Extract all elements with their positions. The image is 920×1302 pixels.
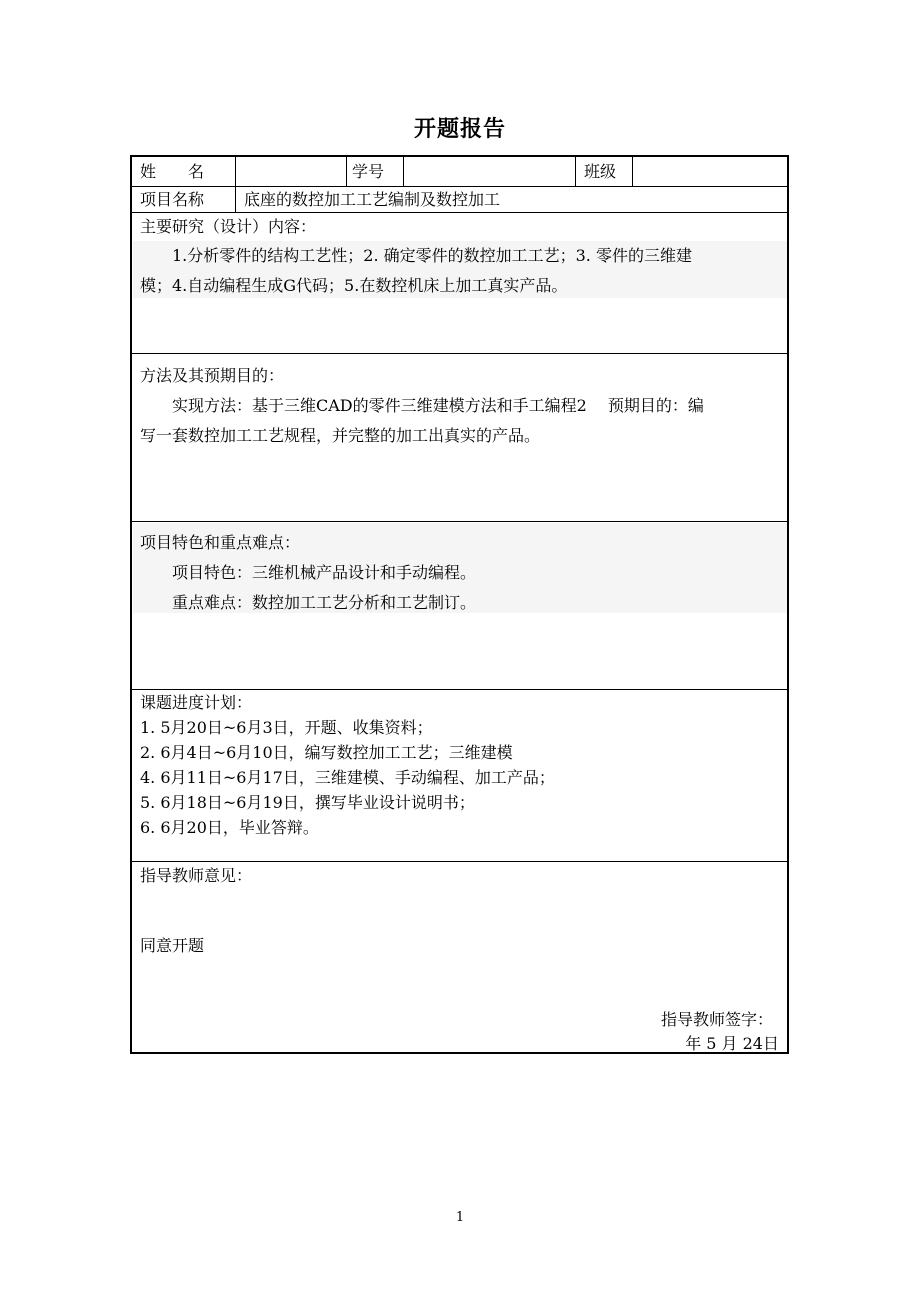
divider bbox=[575, 157, 576, 186]
name-field[interactable] bbox=[242, 157, 342, 186]
research-line: 模；4.自动编程生成G代码；5.在数控机床上加工真实产品。 bbox=[140, 276, 568, 295]
divider bbox=[346, 157, 347, 186]
student-id-field[interactable] bbox=[410, 157, 570, 186]
schedule-item: 1. 5月20日~6月3日，开题、收集资料； bbox=[140, 718, 433, 737]
schedule-item: 6. 6月20日，毕业答辩。 bbox=[140, 818, 319, 837]
project-name-value: 底座的数控加工工艺编制及数控加工 bbox=[244, 190, 501, 209]
advisor-date: 年 5 月 24日 bbox=[685, 1034, 779, 1053]
features-line: 项目特色：三维机械产品设计和手动编程。 bbox=[140, 563, 477, 582]
class-field[interactable] bbox=[638, 157, 783, 186]
research-heading: 主要研究（设计）内容： bbox=[140, 217, 317, 236]
divider bbox=[132, 521, 787, 522]
divider bbox=[235, 157, 236, 186]
class-label: 班级 bbox=[584, 162, 617, 181]
method-line: 实现方法：基于三维CAD的零件三维建模方法和手工编程2 预期目的：编 bbox=[140, 396, 704, 415]
advisor-heading: 指导教师意见： bbox=[140, 866, 253, 885]
page-number: 1 bbox=[455, 1210, 465, 1225]
schedule-item: 5. 6月18日~6月19日，撰写毕业设计说明书； bbox=[140, 793, 475, 812]
schedule-item: 2. 6月4日~6月10日，编写数控加工工艺；三维建模 bbox=[140, 743, 513, 762]
page-title: 开题报告 bbox=[413, 117, 506, 142]
divider bbox=[632, 157, 633, 186]
advisor-signature-label: 指导教师签字： bbox=[660, 1010, 773, 1029]
research-line: 1.分析零件的结构工艺性；2. 确定零件的数控加工工艺；3. 零件的三维建 bbox=[140, 246, 692, 265]
method-heading: 方法及其预期目的： bbox=[140, 366, 285, 385]
schedule-heading: 课题进度计划： bbox=[140, 693, 253, 712]
features-line: 重点难点：数控加工工艺分析和工艺制订。 bbox=[140, 593, 477, 612]
divider bbox=[132, 353, 787, 354]
method-line: 写一套数控加工工艺规程，并完整的加工出真实的产品。 bbox=[140, 426, 541, 445]
project-name-label: 项目名称 bbox=[140, 190, 205, 209]
divider bbox=[235, 186, 236, 212]
name-label: 姓 名 bbox=[140, 162, 205, 181]
divider bbox=[403, 157, 404, 186]
schedule-item: 4. 6月11日~6月17日，三维建模、手动编程、加工产品； bbox=[140, 768, 555, 787]
student-id-label: 学号 bbox=[352, 162, 385, 181]
advisor-opinion: 同意开题 bbox=[140, 936, 205, 955]
features-heading: 项目特色和重点难点： bbox=[140, 533, 301, 552]
proposal-form bbox=[130, 155, 789, 1054]
